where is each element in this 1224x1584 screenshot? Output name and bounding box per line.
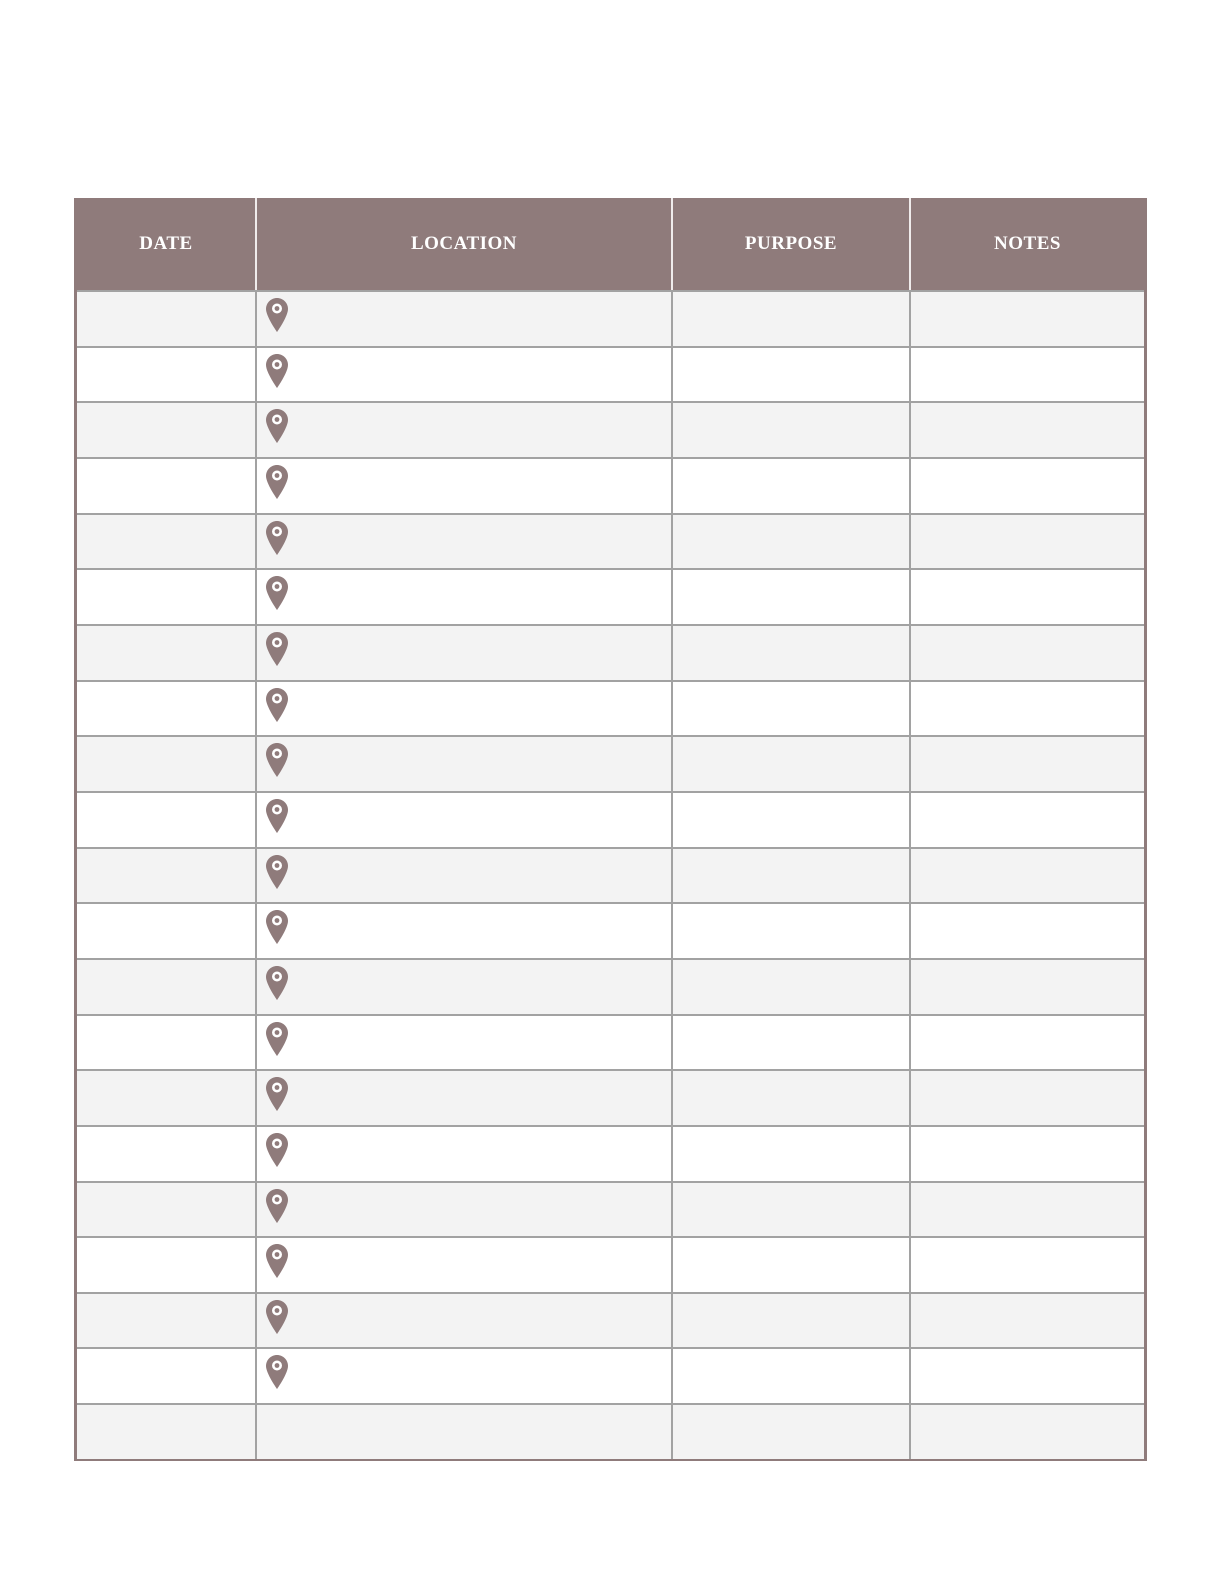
table-row	[77, 290, 1144, 346]
map-pin-icon	[265, 1188, 289, 1224]
map-pin-icon	[265, 965, 289, 1001]
date-cell[interactable]	[77, 1183, 255, 1237]
date-cell[interactable]	[77, 1071, 255, 1125]
notes-cell[interactable]	[909, 1349, 1144, 1403]
table-row	[77, 902, 1144, 958]
date-cell[interactable]	[77, 737, 255, 791]
map-pin-icon	[265, 575, 289, 611]
map-pin-icon	[265, 687, 289, 723]
date-cell[interactable]	[77, 682, 255, 736]
purpose-cell[interactable]	[671, 459, 909, 513]
location-cell[interactable]	[255, 626, 671, 680]
table-row	[77, 624, 1144, 680]
location-cell[interactable]	[255, 793, 671, 847]
table-row	[77, 847, 1144, 903]
map-pin-icon	[265, 798, 289, 834]
table-row	[77, 568, 1144, 624]
notes-cell[interactable]	[909, 849, 1144, 903]
purpose-cell[interactable]	[671, 403, 909, 457]
map-pin-icon	[265, 1299, 289, 1335]
map-pin-icon	[265, 520, 289, 556]
purpose-cell[interactable]	[671, 1016, 909, 1070]
date-cell[interactable]	[77, 403, 255, 457]
location-cell[interactable]	[255, 682, 671, 736]
header-notes: NOTES	[909, 198, 1144, 290]
location-cell[interactable]	[255, 1238, 671, 1292]
header-date: DATE	[139, 233, 193, 254]
notes-cell[interactable]	[909, 292, 1144, 346]
map-pin-icon	[265, 408, 289, 444]
location-cell[interactable]	[255, 737, 671, 791]
table-row	[77, 1403, 1144, 1459]
notes-cell[interactable]	[909, 626, 1144, 680]
table-row	[77, 1236, 1144, 1292]
map-pin-icon	[265, 1243, 289, 1279]
purpose-cell[interactable]	[671, 904, 909, 958]
table-row	[77, 735, 1144, 791]
table-row	[77, 457, 1144, 513]
map-pin-icon	[265, 1021, 289, 1057]
notes-cell[interactable]	[909, 570, 1144, 624]
mileage-log-table	[74, 198, 1147, 1461]
header-location: LOCATION	[255, 198, 671, 290]
notes-cell[interactable]	[909, 960, 1144, 1014]
map-pin-icon	[265, 854, 289, 890]
notes-cell[interactable]	[909, 737, 1144, 791]
date-cell[interactable]	[77, 1127, 255, 1181]
table-row	[77, 1292, 1144, 1348]
map-pin-icon	[265, 1076, 289, 1112]
location-cell[interactable]	[255, 849, 671, 903]
date-cell[interactable]	[77, 515, 255, 569]
location-cell[interactable]	[255, 1294, 671, 1348]
location-cell[interactable]	[255, 1183, 671, 1237]
location-cell[interactable]	[255, 1405, 671, 1459]
date-cell[interactable]	[77, 292, 255, 346]
notes-cell[interactable]	[909, 1294, 1144, 1348]
purpose-cell[interactable]	[671, 793, 909, 847]
notes-cell[interactable]	[909, 904, 1144, 958]
notes-cell[interactable]	[909, 1183, 1144, 1237]
purpose-cell[interactable]	[671, 1127, 909, 1181]
location-cell[interactable]	[255, 1349, 671, 1403]
date-cell[interactable]	[77, 570, 255, 624]
location-cell[interactable]	[255, 1071, 671, 1125]
table-body	[77, 290, 1144, 1459]
date-cell[interactable]	[77, 793, 255, 847]
purpose-cell[interactable]	[671, 515, 909, 569]
purpose-cell[interactable]	[671, 682, 909, 736]
purpose-cell[interactable]	[671, 1071, 909, 1125]
map-pin-icon	[265, 297, 289, 333]
date-cell[interactable]	[77, 904, 255, 958]
location-cell[interactable]	[255, 570, 671, 624]
notes-cell[interactable]	[909, 1238, 1144, 1292]
purpose-cell[interactable]	[671, 849, 909, 903]
purpose-cell[interactable]	[671, 737, 909, 791]
notes-cell[interactable]	[909, 459, 1144, 513]
location-cell[interactable]	[255, 960, 671, 1014]
table-row	[77, 680, 1144, 736]
notes-cell[interactable]	[909, 1071, 1144, 1125]
location-cell[interactable]	[255, 904, 671, 958]
purpose-cell[interactable]	[671, 1405, 909, 1459]
map-pin-icon	[265, 464, 289, 500]
date-cell[interactable]	[77, 626, 255, 680]
notes-cell[interactable]	[909, 1016, 1144, 1070]
table-row	[77, 958, 1144, 1014]
location-cell[interactable]	[255, 459, 671, 513]
purpose-cell[interactable]	[671, 292, 909, 346]
date-cell[interactable]	[77, 1349, 255, 1403]
header-purpose: PURPOSE	[671, 198, 909, 290]
date-cell[interactable]	[77, 1016, 255, 1070]
map-pin-icon	[265, 353, 289, 389]
date-cell[interactable]	[77, 1294, 255, 1348]
notes-cell[interactable]	[909, 348, 1144, 402]
purpose-cell[interactable]	[671, 1349, 909, 1403]
date-cell[interactable]	[77, 849, 255, 903]
purpose-cell[interactable]	[671, 1294, 909, 1348]
notes-cell[interactable]	[909, 1127, 1144, 1181]
date-cell[interactable]	[77, 348, 255, 402]
notes-cell[interactable]	[909, 1405, 1144, 1459]
purpose-cell[interactable]	[671, 348, 909, 402]
notes-cell[interactable]	[909, 515, 1144, 569]
table-row	[77, 401, 1144, 457]
purpose-cell[interactable]	[671, 626, 909, 680]
date-cell[interactable]	[77, 960, 255, 1014]
purpose-cell[interactable]	[671, 960, 909, 1014]
map-pin-icon	[265, 742, 289, 778]
table-row	[77, 1347, 1144, 1403]
table-row	[77, 1181, 1144, 1237]
table-header	[77, 198, 1144, 290]
date-cell[interactable]	[77, 459, 255, 513]
table-row	[77, 791, 1144, 847]
date-cell[interactable]	[77, 1405, 255, 1459]
notes-cell[interactable]	[909, 682, 1144, 736]
table-row	[77, 1014, 1144, 1070]
map-pin-icon	[265, 1354, 289, 1390]
date-cell[interactable]	[77, 1238, 255, 1292]
notes-cell[interactable]	[909, 793, 1144, 847]
table-row	[77, 1125, 1144, 1181]
notes-cell[interactable]	[909, 403, 1144, 457]
location-cell[interactable]	[255, 1016, 671, 1070]
map-pin-icon	[265, 1132, 289, 1168]
location-cell[interactable]	[255, 515, 671, 569]
map-pin-icon	[265, 909, 289, 945]
map-pin-icon	[265, 631, 289, 667]
purpose-cell[interactable]	[671, 1238, 909, 1292]
table-row	[77, 346, 1144, 402]
location-cell[interactable]	[255, 403, 671, 457]
location-cell[interactable]	[255, 348, 671, 402]
table-row	[77, 513, 1144, 569]
table-row	[77, 1069, 1144, 1125]
purpose-cell[interactable]	[671, 1183, 909, 1237]
location-cell[interactable]	[255, 1127, 671, 1181]
location-cell[interactable]	[255, 292, 671, 346]
purpose-cell[interactable]	[671, 570, 909, 624]
